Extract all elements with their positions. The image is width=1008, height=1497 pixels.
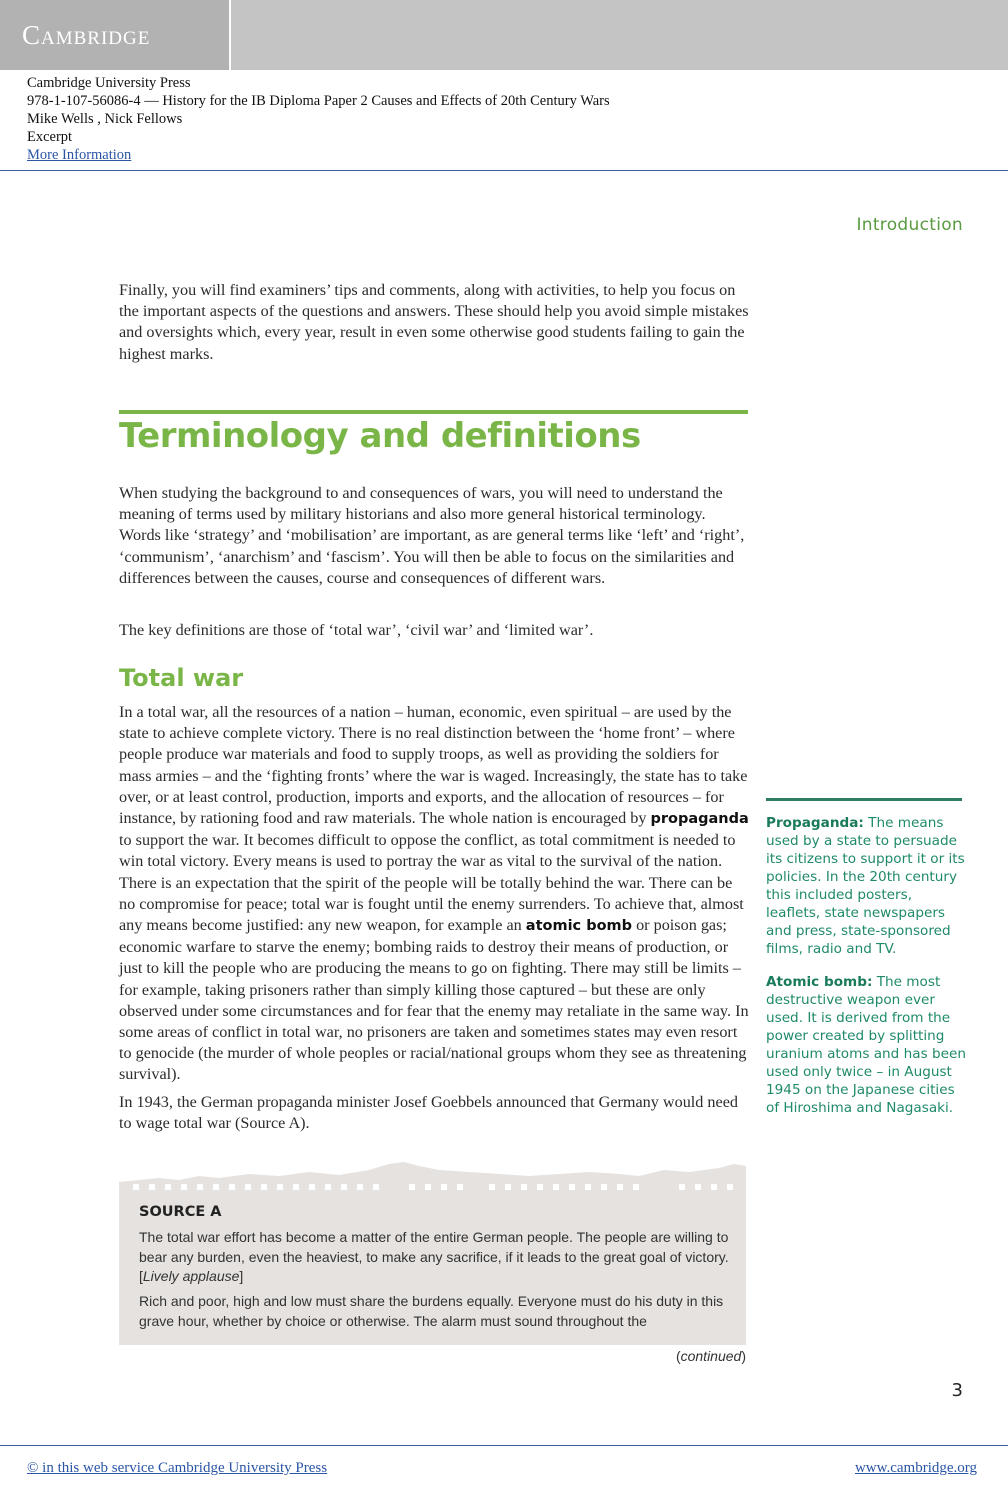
section-rule <box>119 410 748 414</box>
excerpt-label: Excerpt <box>27 129 73 145</box>
source-a-text-2: Rich and poor, high and low must share the burdens equally. Everyone must do his duty in this grave hour, whether by choice or otherwise. The alarm must sound throughout the <box>139 1293 724 1329</box>
key-definitions-paragraph: The key definitions are those of ‘total war’, ‘civil war’ and ‘limited war’. <box>119 621 594 639</box>
header-bar <box>0 0 1008 70</box>
intro-paragraph: Finally, you will find examiners’ tips and comments, along with activities, to help you focus on the important aspects of the questions and answers. These should help you avoid simple mistakes and oversights which, every year, result in even some otherwise good students failing to gain the highest marks. <box>119 281 749 363</box>
publisher: Cambridge University Press <box>27 75 191 91</box>
continued-note: (continued) <box>675 1348 746 1364</box>
source-a-box <box>119 1190 746 1345</box>
total-war-heading: Total war <box>119 664 244 692</box>
keyword-atomic-bomb: atomic bomb <box>525 918 633 935</box>
isbn-title: 978-1-107-56086-4 — History for the IB Diploma Paper 2 Causes and Effects of 20th Century Wars <box>27 93 610 109</box>
section-title: Terminology and definitions <box>119 416 641 456</box>
footer-rule <box>0 1445 1008 1446</box>
authors: Mike Wells , Nick Fellows <box>27 111 183 127</box>
website-link[interactable]: www.cambridge.org <box>854 1460 977 1476</box>
book-metadata <box>27 74 610 164</box>
logo-box <box>0 0 231 70</box>
copyright-link[interactable]: © in this web service Cambridge University Press <box>27 1460 328 1476</box>
cambridge-logo: Cambridge <box>22 20 151 50</box>
terminology-paragraph: When studying the background to and consequences of wars, you will need to understand the meaning of terms used by military historians and also more general historical terminology. Words like ‘strategy’ and ‘mobilisation’ are important, as are general terms like ‘left’ and ‘right’, ‘communism’, ‘anarchism’ and ‘fascism’. You will then be able to focus on the similarities and differences between the causes, course and consequences of different wars. <box>119 484 745 587</box>
glossary-atomic-bomb: Atomic bomb: The most destructive weapon ever used. It is derived from the power created by splitting uranium atoms and has been used only twice – in August 1945 on the Japanese cities of Hiroshima and Nagasaki. <box>766 974 966 1116</box>
goebbels-paragraph: In 1943, the German propaganda minister Josef Goebbels announced that Germany would need to wage total war (Source A). <box>119 1093 738 1133</box>
header-rule <box>0 170 1008 171</box>
page-number: 3 <box>951 1380 963 1401</box>
glossary-propaganda: Propaganda: The means used by a state to persuade its citizens to support it or its policies. In the 20th century this included posters, leaflets, state newspapers and press, state-sponsored films, radio and TV. <box>766 815 965 957</box>
total-war-paragraph: In a total war, all the resources of a nation – human, economic, even spiritual – are used by the state to achieve complete victory. There is no real distinction between the ‘home front’ – where people produce war materials and food to supply troops, as well as providing the soldiers for mass armies – and the ‘fighting fronts’ where the war is waged. Increasingly, the state has to take over, or at least control, production, imports and exports, and the allocation of resources – for instance, by rationing food and raw materials. The whole nation is encouraged by propaganda to support the war. It becomes difficult to oppose the conflict, as total commitment is needed to win total victory. Every means is used to portray the war as vital to the survival of the nation. There is an expectation that the spirit of the people will be totally behind the war. There can be no compromise for peace; total war is fought until the enemy surrenders. To achieve that, almost any means become justified: any new weapon, for example an atomic bomb or poison gas; economic warfare to starve the enemy; bombing raids to destroy their means of production, or just to kill the people who are producing the means to go on fighting. There may still be limits – for example, taking prisoners rather than simply killing those captured – but these are only observed under some circumstances and for fear that the enemy may retaliate in the same way. In some areas of conflict in total war, no prisoners are taken and sometimes states may even resort to genocide (the murder of whole peoples or racial/national groups whom they see as threatening survival). <box>119 703 749 1084</box>
running-head: Introduction <box>856 215 963 235</box>
keyword-propaganda: propaganda <box>650 811 749 828</box>
more-information-link[interactable]: More Information <box>27 147 132 163</box>
sidebar-rule <box>766 798 962 801</box>
source-a-text-1: The total war effort has become a matter of the entire German people. The people are willing to bear any burden, even the heaviest, to make any sacrifice, if it leads to the great goal of victory. [Lively applause] <box>139 1229 729 1284</box>
source-a-title: SOURCE A <box>139 1204 222 1220</box>
source-skyline-decoration <box>119 1160 746 1194</box>
